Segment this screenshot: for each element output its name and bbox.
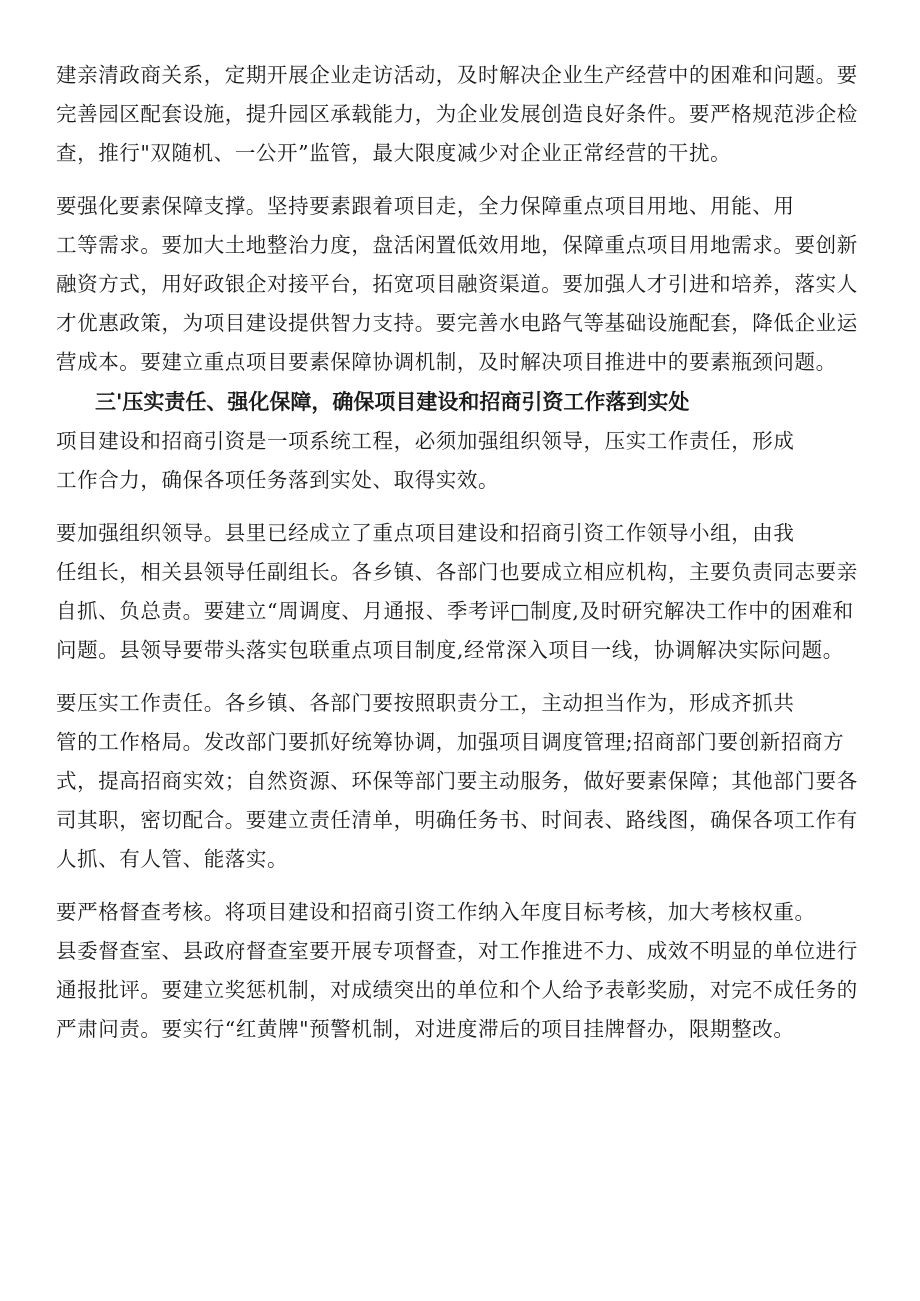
text-line: 查，推行"双随机、一公开”监管，最大限度减少对企业正常经营的干扰。 [56, 141, 732, 165]
text-line: 人抓、有人管、能落实。 [56, 847, 289, 871]
paragraph-work-responsibility [56, 684, 872, 879]
text-line: 项目建设和招商引资是一项系统工程，必须加强组织领导，压实工作责任，形成 [56, 429, 795, 453]
paragraph-organization-leadership [56, 514, 872, 670]
text-line: 严肃问责。要实行“红黄牌"预警机制，对进度滞后的项目挂牌督办，限期整改。 [56, 1017, 795, 1041]
text-line: 营成本。要建立重点项目要素保障协调机制，及时解决项目推进中的要素瓶颈问题。 [56, 350, 837, 374]
text-line: 任组长，相关县领导任副组长。各乡镇、各部门也要成立相应机构，主要负责同志要亲 [56, 560, 858, 584]
section-heading: 三'压实责任、强化保障，确保项目建设和招商引资工作落到实处 [95, 390, 690, 414]
paragraph-gap [56, 879, 872, 893]
text-line: 通报批评。要建立奖惩机制，对成绩突出的单位和个人给予表彰奖励，对完不成任务的 [56, 978, 858, 1002]
text-line: 要压实工作责任。各乡镇、各部门要按照职责分工，主动担当作为，形成齐抓共 [56, 691, 795, 715]
text-line: 县委督查室、县政府督查室要开展专项督查，对工作推进不力、成效不明显的单位进行 [56, 939, 858, 963]
paragraph-supervision-assessment [56, 893, 872, 1049]
text-line: 要加强组织领导。县里已经成立了重点项目建设和招商引资工作领导小组，由我 [56, 521, 795, 545]
text-line: 建亲清政商关系，定期开展企业走访活动，及时解决企业生产经营中的困难和问题。要 [56, 63, 858, 87]
paragraph-factor-guarantee [56, 187, 872, 382]
paragraph-gap [56, 500, 872, 514]
text-line: 工等需求。要加大土地整治力度，盘活闲置低效用地，保障重点项目用地需求。要创新 [56, 233, 858, 257]
paragraph-gap [56, 670, 872, 684]
text-line: 融资方式，用好政银企对接平台，拓宽项目融资渠道。要加强人才引进和培养，落实人 [56, 272, 858, 296]
text-line: 式，提高招商实效；自然资源、环保等部门要主动服务，做好要素保障；其他部门要各 [56, 769, 858, 793]
text-line: 工作合力，确保各项任务落到实处、取得实效。 [56, 468, 500, 492]
text-line: 才优惠政策，为项目建设提供智力支持。要完善水电路气等基础设施配套，降低企业运 [56, 311, 858, 335]
document-page [56, 56, 872, 1049]
text-line: 要强化要素保障支撑。坚持要素跟着项目走，全力保障重点项目用地、用能、用 [56, 194, 795, 218]
paragraph-business-environment [56, 56, 872, 173]
text-line: 完善园区配套设施，提升园区承载能力，为企业发展创造良好条件。要严格规范涉企检 [56, 102, 858, 126]
text-line: 问题。县领导要带头落实包联重点项目制度,经常深入项目一线，协调解决实际问题。 [56, 638, 844, 662]
paragraph-section-intro [56, 422, 872, 500]
paragraph-gap [56, 173, 872, 187]
text-line: 要严格督查考核。将项目建设和招商引资工作纳入年度目标考核，加大考核权重。 [56, 900, 816, 924]
text-line: 自抓、负总责。要建立“周调度、月通报、季考评□制度,及时研究解决工作中的困难和 [56, 599, 854, 623]
text-line: 司其职，密切配合。要建立责任清单，明确任务书、时间表、路线图，确保各项工作有 [56, 808, 858, 832]
text-line: 管的工作格局。发改部门要抓好统筹协调，加强项目调度管理;招商部门要创新招商方 [56, 730, 845, 754]
